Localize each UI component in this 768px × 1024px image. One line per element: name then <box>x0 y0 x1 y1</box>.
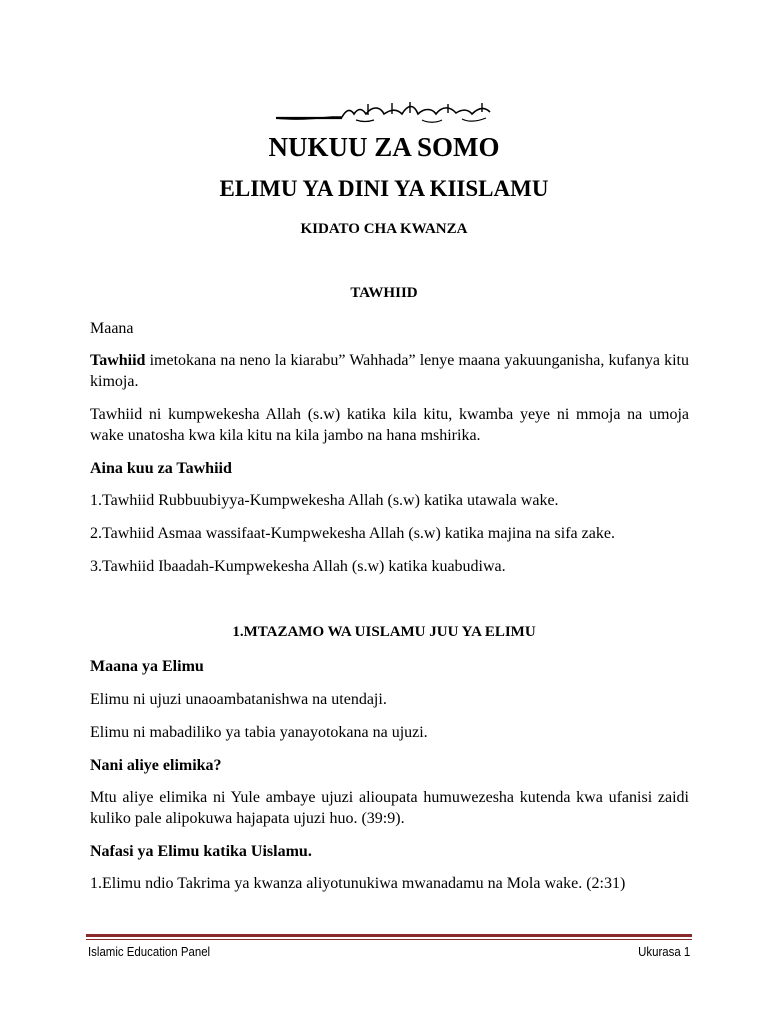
page-subtitle: ELIMU YA DINI YA KIISLAMU <box>219 176 549 201</box>
tawhiid-term: Tawhiid <box>90 352 146 369</box>
nafasi-heading: Nafasi ya Elimu katika Uislamu. <box>90 843 312 860</box>
maana-elimu-heading: Maana ya Elimu <box>90 658 204 675</box>
footer-divider-thin <box>86 939 692 940</box>
tawhiid-type-item: 2.Tawhiid Asmaa wassifaat-Kumpwekesha Allah (s.w) katika majina na sifa zake. <box>90 525 615 542</box>
tawhiid-type-item: 3.Tawhiid Ibaadah-Kumpwekesha Allah (s.w) katika kuabudiwa. <box>90 558 506 575</box>
section-heading-elimu: 1.MTAZAMO WA UISLAMU JUU YA ELIMU <box>232 624 536 640</box>
nafasi-item: 1.Elimu ndio Takrima ya kwanza aliyotunukiwa mwanadamu na Mola wake. (2:31) <box>90 875 626 892</box>
page-level: KIDATO CHA KWANZA <box>300 221 468 237</box>
tawhiid-definition-text: imetokana na neno la kiarabu” Wahhada” lenye maana yakuunganisha, kufanya kitu kimoja. <box>90 352 689 390</box>
elimu-definition-2: Elimu ni mabadiliko ya tabia yanayotokana na ujuzi. <box>90 724 428 741</box>
tawhiid-definition-2: Tawhiid ni kumpwekesha Allah (s.w) katika kila kitu, kwamba yeye ni mmoja na umoja wake unatosha kwa kila kitu na kila jambo na hana mshirika. <box>90 406 689 444</box>
footer-divider <box>86 934 692 937</box>
elimu-definition-1: Elimu ni ujuzi unaoambatanishwa na utendaji. <box>90 691 387 708</box>
nani-heading: Nani aliye elimika? <box>90 757 222 774</box>
maana-label: Maana <box>90 320 134 337</box>
tawhiid-definition <box>90 350 689 392</box>
footer-page-number: Ukurasa 1 <box>637 944 690 959</box>
page-title: NUKUU ZA SOMO <box>268 132 500 162</box>
nani-text: Mtu aliye elimika ni Yule ambaye ujuzi alioupata humuwezesha kutenda kwa ufanisi zaidi kuliko pale alipokuwa hajapata ujuzi huo. (39:9). <box>90 789 689 827</box>
section-heading-tawhiid: TAWHIID <box>350 285 418 301</box>
tawhiid-type-item: 1.Tawhiid Rubbuubiyya-Kumpwekesha Allah (s.w) katika utawala wake. <box>90 492 559 509</box>
footer-panel-name: Islamic Education Panel <box>88 944 211 959</box>
tawhiid-types-heading: Aina kuu za Tawhiid <box>90 460 232 477</box>
basmala-calligraphy <box>272 100 498 124</box>
